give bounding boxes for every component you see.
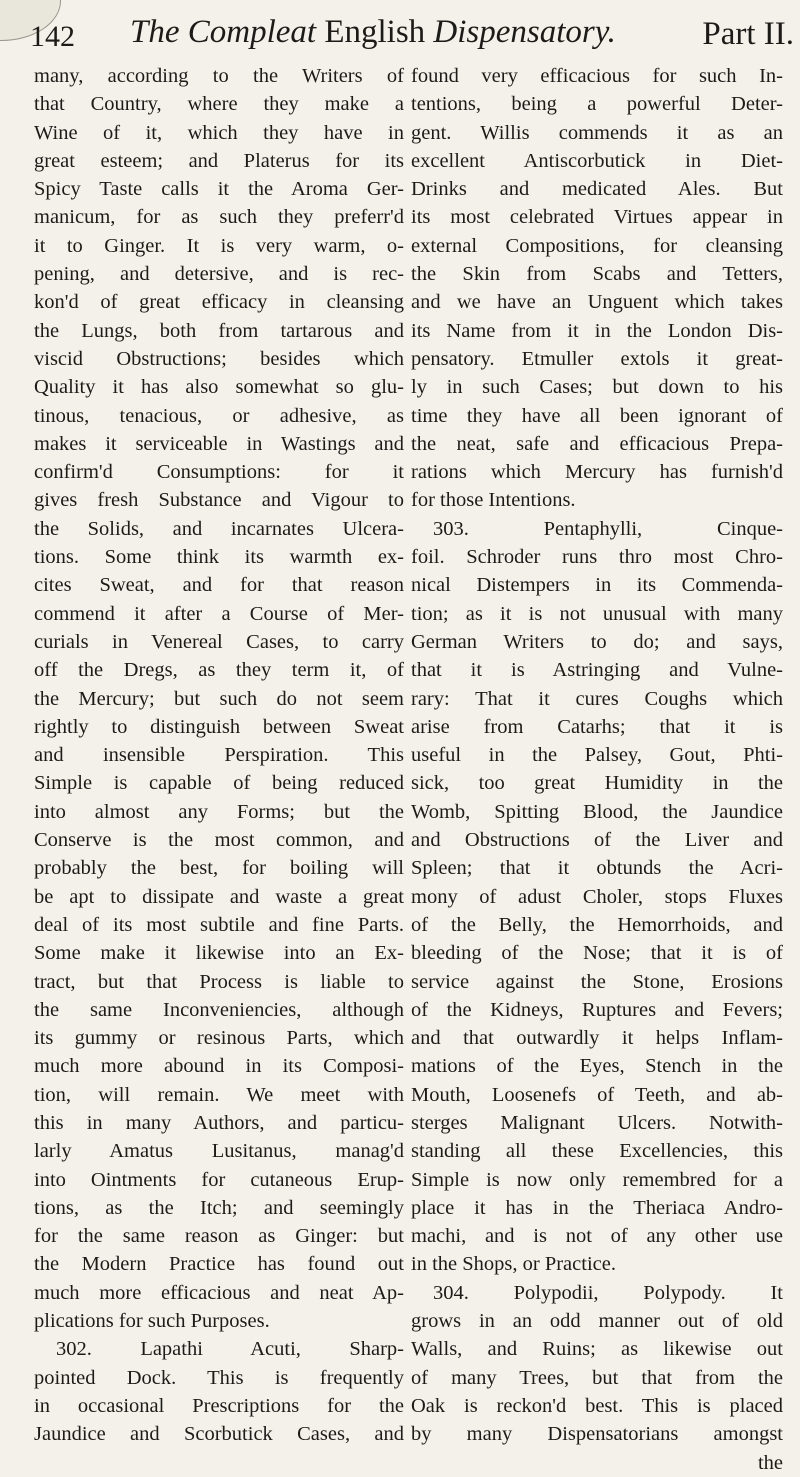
page-number: 142 [30, 20, 75, 53]
text-line: its most celebrated Virtues appear in [411, 206, 783, 229]
text-line: and that outwardly it helps Inflam- [411, 1027, 783, 1050]
text-line: 302. Lapathi Acuti, Sharp- [56, 1338, 404, 1361]
text-line: Simple is now only remembred for a [411, 1168, 783, 1191]
text-line: ly in such Cases; but down to his [411, 376, 783, 399]
text-line: the Mercury; but such do not seem [34, 687, 404, 710]
text-line: this in many Authors, and particu- [34, 1111, 404, 1134]
text-line: Womb, Spitting Blood, the Jaundice [411, 800, 783, 823]
text-line: place it has in the Theriaca Andro- [411, 1196, 783, 1219]
text-line: commend it after a Course of Mer- [34, 602, 404, 625]
text-line: the neat, safe and efficacious Prepa- [411, 432, 783, 455]
text-line: and Obstructions of the Liver and [411, 829, 783, 852]
text-line: the Modern Practice has found out [34, 1253, 404, 1276]
text-line: foil. Schroder runs thro most Chro- [411, 546, 783, 569]
text-line: much more efficacious and neat Ap- [34, 1281, 404, 1304]
text-line: the [757, 1451, 783, 1474]
text-line: that Country, where they make a [34, 93, 404, 116]
text-line: pensatory. Etmuller extols it great- [411, 347, 783, 370]
part-label: Part II. [702, 16, 794, 52]
text-line: pening, and detersive, and is rec- [34, 263, 404, 286]
text-line: tract, but that Process is liable to [34, 970, 404, 993]
text-line: deal of its most subtile and fine Parts. [34, 913, 404, 936]
text-line: manicum, for as such they preferr'd [34, 206, 404, 229]
text-line: Walls, and Ruins; as likewise out [411, 1338, 783, 1361]
text-line: Some make it likewise into an Ex- [34, 942, 404, 965]
text-line: grows in an odd manner out of old [411, 1310, 783, 1333]
text-line: Jaundice and Scorbutick Cases, and [34, 1423, 404, 1446]
text-line: of many Trees, but that from the [411, 1366, 783, 1389]
text-line: in the Shops, or Practice. [411, 1253, 616, 1276]
text-line: rations which Mercury has furnish'd [411, 461, 783, 484]
text-line: the Lungs, both from tartarous and [34, 319, 404, 342]
text-line: its gummy or resinous Parts, which [34, 1027, 404, 1050]
text-line: it to Ginger. It is very warm, o- [34, 234, 404, 257]
title-roman: The Compleat [130, 14, 317, 50]
text-line: Spicy Taste calls it the Aroma Ger- [34, 178, 404, 201]
right-column [411, 62, 783, 1477]
text-line: and we have an Unguent which takes [411, 291, 783, 314]
text-line: service against the Stone, Erosions [411, 970, 783, 993]
text-line: plications for such Purposes. [34, 1310, 270, 1333]
text-line: curials in Venereal Cases, to carry [34, 630, 404, 653]
running-title [130, 14, 616, 51]
text-line: sterges Malignant Ulcers. Notwith- [411, 1111, 783, 1134]
text-line: confirm'd Consumptions: for it [34, 461, 404, 484]
text-line: for those Intentions. [411, 489, 576, 512]
text-line: gives fresh Substance and Vigour to [34, 489, 404, 512]
text-line: of the Kidneys, Ruptures and Fevers; [411, 998, 783, 1021]
text-line: much more abound in its Composi- [34, 1055, 404, 1078]
text-line: Simple is capable of being reduced [34, 772, 404, 795]
text-line: larly Amatus Lusitanus, manag'd [34, 1140, 404, 1163]
text-line: kon'd of great efficacy in cleansing [34, 291, 404, 314]
text-line: great esteem; and Platerus for its [34, 149, 404, 172]
text-line: that it is Astringing and Vulne- [411, 659, 783, 682]
text-line: cites Sweat, and for that reason [34, 574, 404, 597]
text-line: Quality it has also somewhat so glu- [34, 376, 404, 399]
text-line: sick, too great Humidity in the [411, 772, 783, 795]
text-line: arise from Catarhs; that it is [411, 715, 783, 738]
text-line: the same Inconveniencies, although [34, 998, 404, 1021]
text-line: excellent Antiscorbutick in Diet- [411, 149, 783, 172]
text-line: found very efficacious for such In- [411, 65, 783, 87]
text-line: many, according to the Writers of [34, 65, 404, 87]
text-line: Spleen; that it obtunds the Acri- [411, 857, 783, 880]
text-line: standing all these Excellencies, this [411, 1140, 783, 1163]
text-line: Drinks and medicated Ales. But [411, 178, 783, 201]
text-line: useful in the Palsey, Gout, Phti- [411, 744, 783, 767]
text-line: and insensible Perspiration. This [34, 744, 404, 767]
text-line: machi, and is not of any other use [411, 1225, 783, 1248]
text-line: tion, will remain. We meet with [34, 1083, 404, 1106]
text-line: of the Belly, the Hemorrhoids, and [411, 913, 783, 936]
text-line: makes it serviceable in Wastings and [34, 432, 404, 455]
text-line: be apt to dissipate and waste a great [34, 885, 404, 908]
left-column [34, 62, 404, 1449]
title-english: English [324, 14, 426, 50]
text-line: time they have all been ignorant of [411, 404, 783, 427]
text-line: Oak is reckon'd best. This is placed [411, 1394, 783, 1417]
text-line: bleeding of the Nose; that it is of [411, 942, 783, 965]
text-line: into almost any Forms; but the [34, 800, 404, 823]
text-line: Mouth, Loosenefs of Teeth, and ab- [411, 1083, 783, 1106]
text-line: into Ointments for cutaneous Erup- [34, 1168, 404, 1191]
text-line: Conserve is the most common, and [34, 829, 404, 852]
text-line: pointed Dock. This is frequently [34, 1366, 404, 1389]
text-line: rightly to distinguish between Sweat [34, 715, 404, 738]
text-line: mony of adust Choler, stops Fluxes [411, 885, 783, 908]
text-line: in occasional Prescriptions for the [34, 1394, 404, 1417]
text-line: mations of the Eyes, Stench in the [411, 1055, 783, 1078]
text-line: viscid Obstructions; besides which [34, 347, 404, 370]
text-line: its Name from it in the London Dis- [411, 319, 783, 342]
text-line: probably the best, for boiling will [34, 857, 404, 880]
text-line: nical Distempers in its Commenda- [411, 574, 783, 597]
title-italic: Dispensatory. [433, 14, 616, 50]
page-header [30, 14, 800, 64]
text-line: tinous, tenacious, or adhesive, as [34, 404, 404, 427]
text-line: tion; as it is not unusual with many [411, 602, 783, 625]
text-line: tions. Some think its warmth ex- [34, 546, 404, 569]
text-line: tentions, being a powerful Deter- [411, 93, 783, 116]
text-line: tions, as the Itch; and seemingly [34, 1196, 404, 1219]
text-line: for the same reason as Ginger: but [34, 1225, 404, 1248]
text-line: gent. Willis commends it as an [411, 121, 783, 144]
text-line: rary: That it cures Coughs which [411, 687, 783, 710]
text-line: 303. Pentaphylli, Cinque- [433, 517, 783, 540]
text-line: the Solids, and incarnates Ulcera- [34, 517, 404, 540]
text-line: the Skin from Scabs and Tetters, [411, 263, 783, 286]
text-line: external Compositions, for cleansing [411, 234, 783, 257]
text-line: Wine of it, which they have in [34, 121, 404, 144]
text-line: by many Dispensatorians amongst [411, 1423, 783, 1446]
text-line: 304. Polypodii, Polypody. It [433, 1281, 783, 1304]
text-line: German Writers to do; and says, [411, 630, 783, 653]
text-line: off the Dregs, as they term it, of [34, 659, 404, 682]
